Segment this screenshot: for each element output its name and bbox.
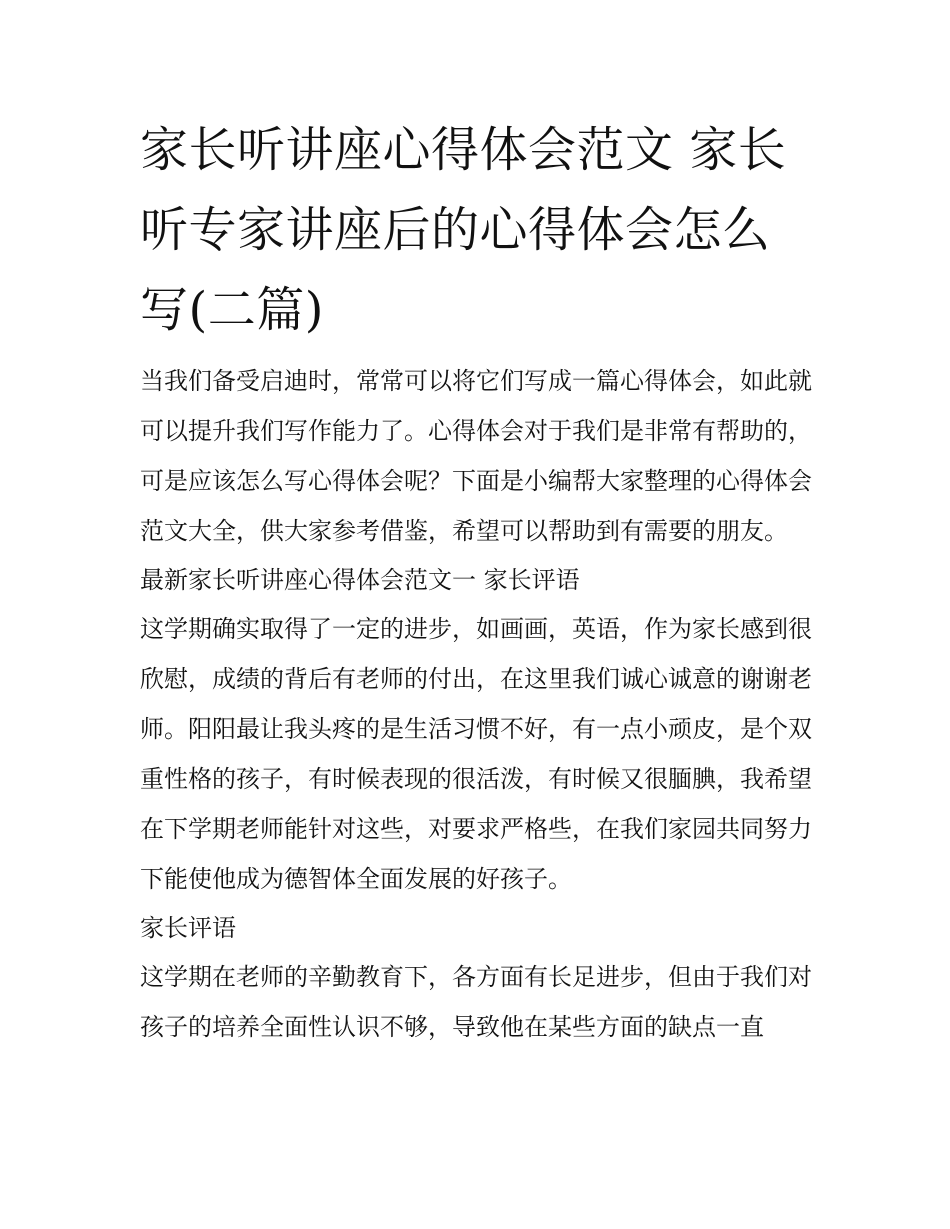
section-body-2: 这学期在老师的辛勤教育下，各方面有长足进步，但由于我们对孩子的培养全面性认识不够，导致他在某些方面的缺点一直 <box>140 963 812 1041</box>
intro-paragraph: 当我们备受启迪时，常常可以将它们写成一篇心得体会，如此就可以提升我们写作能力了。心得体会对于我们是非常有帮助的，可是应该怎么写心得体会呢？下面是小编帮大家整理的心得体会范文大全，供大家参考借鉴，希望可以帮助到有需要的朋友。 <box>140 367 812 545</box>
section-heading-1: 最新家长听讲座心得体会范文一 家长评语 <box>140 566 580 594</box>
document-page <box>140 110 812 1052</box>
document-title: 家长听讲座心得体会范文 家长听专家讲座后的心得体会怎么写(二篇) <box>140 122 787 338</box>
section-heading-2: 家长评语 <box>140 914 236 942</box>
section-body-1: 这学期确实取得了一定的进步，如画画，英语，作为家长感到很欣慰，成绩的背后有老师的付出，在这里我们诚心诚意的谢谢老师。阳阳最让我头疼的是生活习惯不好，有一点小顽皮，是个双重性格的孩子，有时候表现的很活泼，有时候又很腼腆，我希望在下学期老师能针对这些，对要求严格些，在我们家园共同努力下能使他成为德智体全面发展的好孩子。 <box>140 615 812 893</box>
